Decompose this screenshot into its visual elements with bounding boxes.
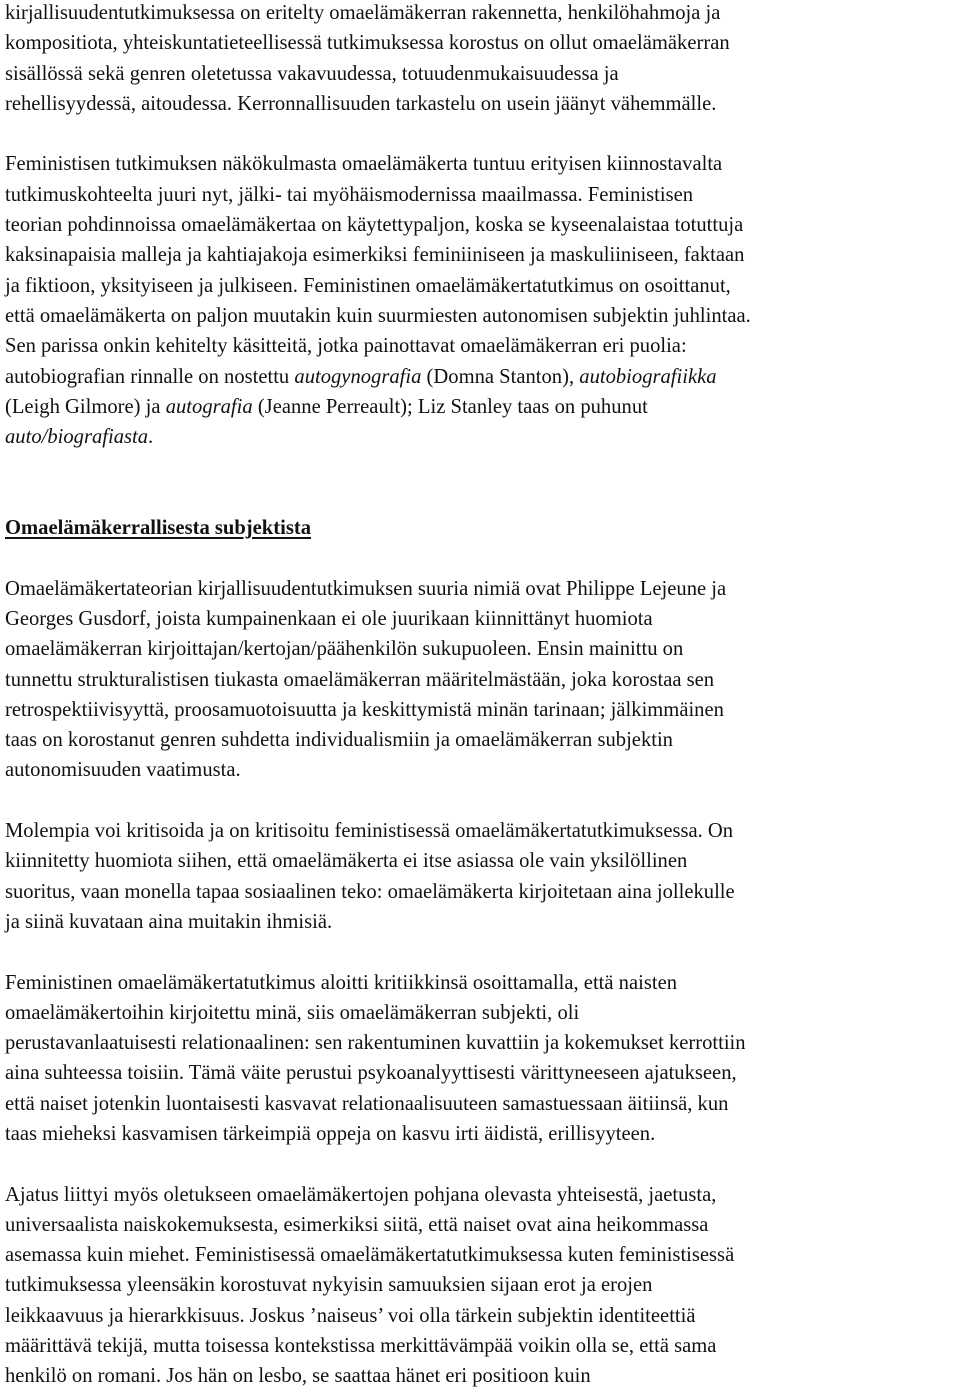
text-line: tutkimuksessa yleensäkin korostuvat nykyisin samuuksien sijaan erot ja erojen [5,1274,653,1297]
text-line: Molempia voi kritisoida ja on kritisoitu feministisessä omaelämäkertatutkimuksessa. On [5,820,734,843]
text-fragment: (Leigh Gilmore) ja [5,395,166,418]
text-line: Omaelämäkertateorian kirjallisuudentutkimuksen suuria nimiä ovat Philippe Lejeune ja [5,577,727,600]
text-line: aina suhteessa toisiin. Tämä väite perustui psykoanalyyttisesti värittyneeseen ajatukseen, [5,1062,737,1085]
term-autografia: autografia [165,395,253,418]
text-line: kaksinapaisia malleja ja kahtiajakoja esimerkiksi feminiiniseen ja maskuliiniseen, faktaan [5,244,745,267]
text-line: tunnettu strukturalistisen tiukasta omaelämäkerran määritelmästään, joka korostaa sen [5,668,715,691]
section-gap [5,452,955,513]
paragraph-theory [5,574,955,786]
paragraph-feminist-perspective [5,149,955,452]
text-line: tutkimuskohteelta juuri nyt, jälki- tai myöhäismodernissa maailmassa. Feministisen [5,183,694,206]
text-line: suoritus, vaan monella tapaa sosiaalinen teko: omaelämäkerta kirjoitetaan aina jollekulle [5,880,735,903]
document-page [5,0,955,1392]
paragraph-gap [5,1149,955,1179]
text-line: omaelämäkerran kirjoittajan/kertojan/päähenkilön sukupuoleen. Ensin mainittu on [5,638,684,661]
text-line: kirjallisuudentutkimuksessa on eritelty omaelämäkerran rakennetta, henkilöhahmoja ja [5,2,721,24]
text-line: Feministinen omaelämäkertatutkimus aloitti kritiikkinsä osoittamalla, että naisten [5,971,678,994]
paragraph-gap [5,119,955,149]
text-line: taas mieheksi kasvamisen tärkeimpiä oppeja on kasvu irti äidistä, erillisyyteen. [5,1122,656,1145]
paragraph-critique [5,816,955,937]
paragraph-relational [5,968,955,1150]
text-line: asemassa kuin miehet. Feministisessä omaelämäkertatutkimuksessa kuten feministisessä [5,1244,735,1267]
paragraph-gap [5,786,955,816]
section-heading: Omaelämäkerrallisesta subjektista [5,517,312,540]
text-line: Georges Gusdorf, joista kumpainenkaan ei ole juurikaan kiinnittänyt huomiota [5,607,653,630]
text-line: perustavanlaatuisesti relationaalinen: sen rakentuminen kuvattiin ja kokemukset kerrottiin [5,1032,746,1055]
text-line: kompositiota, yhteiskuntatieteellisessä tutkimuksessa korostus on ollut omaelämäkerran [5,32,730,55]
paragraph-gap [5,543,955,573]
text-line: että naiset jotenkin luontaisesti kasvavat relationaalisuuteen samastuessaan äitiinsä, kun [5,1092,729,1115]
text-fragment: . [148,426,154,449]
paragraph-universal [5,1180,955,1392]
paragraph-gap [5,937,955,967]
text-fragment: autobiografian rinnalle on nostettu [5,365,295,388]
term-auto-biografia: auto/biografiasta [5,426,149,449]
text-line: leikkaavuus ja hierarkkisuus. Joskus ’naiseus’ voi olla tärkein subjektin identiteettiä [5,1304,696,1327]
text-line: taas on korostanut genren suhdetta individualismiin ja omaelämäkerran subjektin [5,729,673,752]
term-autogynografia: autogynografia [294,365,422,388]
text-line: määrittävä tekijä, mutta toisessa kontekstissa merkittävämpää voikin olla se, että sama [5,1335,717,1358]
text-line: sisällössä sekä genren oletetussa vakavuudessa, totuudenmukaisuudessa ja [5,62,619,85]
text-line: että omaelämäkerta on paljon muutakin kuin suurmiesten autonomisen subjektin juhlintaa. [5,304,751,327]
paragraph-intro [5,0,955,119]
text-fragment: (Jeanne Perreault); Liz Stanley taas on puhunut [252,395,648,418]
text-line: Ajatus liittyi myös oletukseen omaelämäkertojen pohjana olevasta yhteisestä, jaetusta, [5,1183,717,1206]
text-line: universaalista naiskokemuksesta, esimerkiksi siitä, että naiset ovat aina heikommassa [5,1213,709,1236]
term-autobiografiikka: autobiografiikka [579,365,717,388]
text-line: teorian pohdinnoissa omaelämäkertaa on käytettypaljon, koska se kyseenalaistaa totuttuja [5,214,744,237]
text-line: autonomisuuden vaatimusta. [5,759,241,782]
text-line: kiinnitetty huomiota siihen, että omaelämäkerta ei itse asiassa ole vain yksilöllinen [5,850,688,873]
text-line: Sen parissa onkin kehitelty käsitteitä, jotka painottavat omaelämäkerran eri puolia: [5,335,687,358]
text-line: retrospektiivisyyttä, proosamuotoisuutta ja keskittymistä minän tarinaan; jälkimmäinen [5,698,724,721]
text-line: ja fiktioon, yksityiseen ja julkiseen. Feministinen omaelämäkertatutkimus on osoittanut, [5,274,731,297]
text-fragment: (Domna Stanton), [421,365,580,388]
text-line: ja siinä kuvataan aina muitakin ihmisiä. [5,910,333,933]
text-line: rehellisyydessä, aitoudessa. Kerronnallisuuden tarkastelu on usein jäänyt vähemmälle. [5,92,717,115]
text-line: Feministisen tutkimuksen näkökulmasta omaelämäkerta tuntuu erityisen kiinnostavalta [5,153,723,176]
text-line: henkilö on romani. Jos hän on lesbo, se saattaa hänet eri positioon kuin [5,1365,591,1388]
text-line: omaelämäkertoihin kirjoitettu minä, siis omaelämäkerran subjekti, oli [5,1001,580,1024]
